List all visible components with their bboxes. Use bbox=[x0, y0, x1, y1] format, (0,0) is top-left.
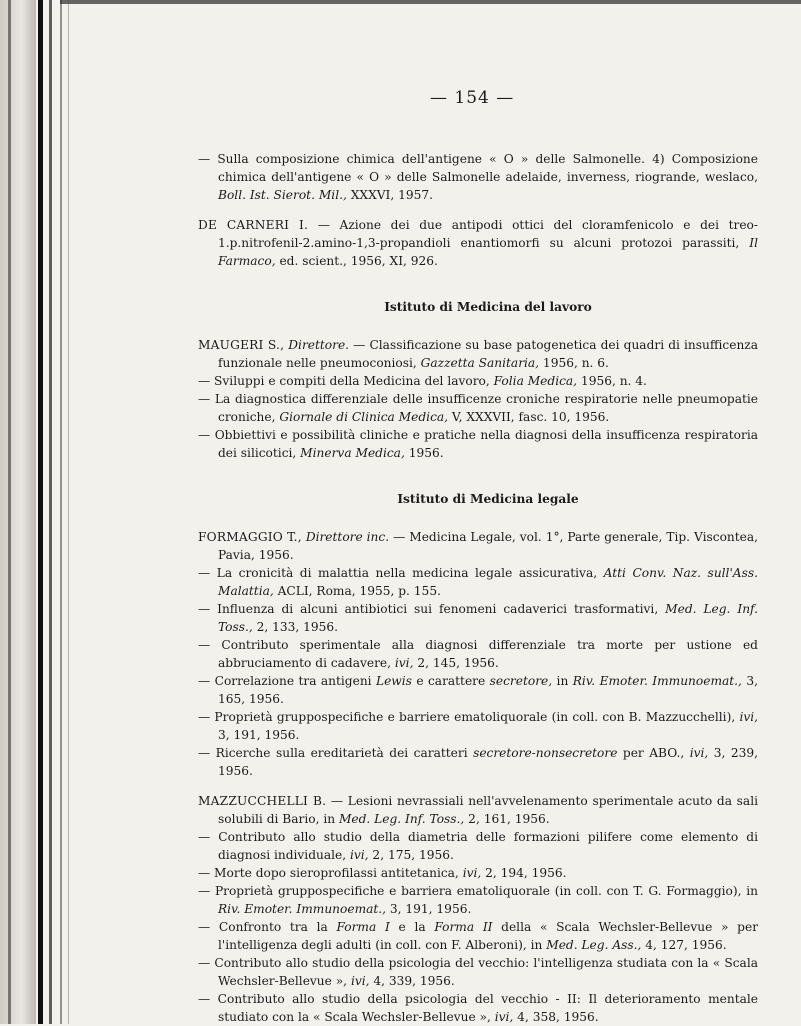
bib-entry: — Contributo allo studio della psicologia del vecchio - II: Il deterioramento mentale studiato con la « Scala Wechsler-Bellevue », ivi, 4, 358, 1956. bbox=[198, 992, 758, 1024]
page-edge-line bbox=[49, 0, 52, 1024]
page-edge-line bbox=[60, 0, 62, 1024]
page-number: — 154 — bbox=[430, 88, 515, 108]
bib-entry: — Sulla composizione chimica dell'antigene « O » delle Salmonelle. 4) Composizione chimica dell'antigene « O » delle Salmonelle adelaide, inverness, riogrande, weslaco, Boll. Ist. Sierot. Mil., XXXVI, 1957. bbox=[198, 152, 758, 202]
bib-entry: — La cronicità di malattia nella medicina legale assicurativa, Atti Conv. Naz. sull'Ass. Malattia, ACLI, Roma, 1955, p. 155. bbox=[198, 566, 758, 598]
bib-entry: — Correlazione tra antigeni Lewis e carattere secretore, in Riv. Emoter. Immunoemat., 3, 165, 1956. bbox=[198, 674, 758, 706]
bib-entry: — Obbiettivi e possibilità cliniche e pratiche nella diagnosi della insufficenza respiratoria dei silicotici, Minerva Medica, 1956. bbox=[198, 428, 758, 460]
bib-entry: — Contributo allo studio della psicologia del vecchio: l'intelligenza studiata con la « Scala Wechsler-Bellevue », ivi, 4, 339, 1956. bbox=[198, 956, 758, 988]
section-heading: Istituto di Medicina del lavoro bbox=[384, 300, 592, 314]
bibliography bbox=[198, 150, 758, 1026]
bib-entry: DE CARNERI I. — Azione dei due antipodi ottici del cloramfenicolo e dei treo-1.p.nitrofenil-2.amino-1,3-propandioli enantiomorfi su alcuni protozoi parassiti, Il Farmaco, ed. scient., 1956, XI, 926. bbox=[198, 218, 759, 268]
page-edge-line bbox=[8, 0, 11, 1024]
bib-entry: MAUGERI S., Direttore. — Classificazione su base patogenetica dei quadri di insufficenza funzionale nelle pneumoconiosi, Gazzetta Sanitaria, 1956, n. 6. bbox=[198, 338, 758, 370]
bib-entry: — Contributo sperimentale alla diagnosi differenziale tra morte per ustione ed abbruciamento di cadavere, ivi, 2, 145, 1956. bbox=[198, 638, 758, 670]
page-edge-line bbox=[38, 0, 43, 1024]
section-heading: Istituto di Medicina legale bbox=[397, 492, 579, 506]
bib-entry: — Influenza di alcuni antibiotici sui fenomeni cadaverici trasformativi, Med. Leg. Inf. Toss., 2, 133, 1956. bbox=[198, 602, 758, 634]
bib-entry: — Confronto tra la Forma I e la Forma II della « Scala Wechsler-Bellevue » per l'intelligenza degli adulti (in coll. con F. Alberoni), in Med. Leg. Ass., 4, 127, 1956. bbox=[198, 920, 759, 952]
bib-entry: — Proprietà gruppospecifiche e barriere ematoliquorale (in coll. con B. Mazzucchelli), ivi, 3, 191, 1956. bbox=[198, 710, 758, 742]
bib-entry: — Proprietà gruppospecifiche e barriera ematoliquorale (in coll. con T. G. Formaggio), in Riv. Emoter. Immunoemat., 3, 191, 1956. bbox=[198, 884, 758, 916]
bib-entry: MAZZUCCHELLI B. — Lesioni nevrassiali nell'avvelenamento sperimentale acuto da sali solubili di Bario, in Med. Leg. Inf. Toss., 2, 161, 1956. bbox=[198, 794, 758, 826]
bib-entry: — Ricerche sulla ereditarietà dei caratteri secretore-nonsecretore per ABO., ivi, 3, 239, 1956. bbox=[198, 746, 758, 778]
book-spine bbox=[0, 0, 36, 1024]
top-edge-line bbox=[60, 0, 801, 4]
page-edge-line bbox=[68, 0, 69, 1024]
bib-entry: FORMAGGIO T., Direttore inc. — Medicina Legale, vol. 1°, Parte generale, Tip. Viscontea, Pavia, 1956. bbox=[198, 530, 758, 562]
bib-entry: — Sviluppi e compiti della Medicina del lavoro, Folia Medica, 1956, n. 4. bbox=[198, 374, 647, 388]
bib-entry: — Morte dopo sieroprofilassi antitetanica, ivi, 2, 194, 1956. bbox=[198, 866, 567, 880]
bib-entry: — La diagnostica differenziale delle insufficenze croniche respiratorie nelle pneumopatie croniche, Giornale di Clinica Medica, V, XXXVII, fasc. 10, 1956. bbox=[198, 392, 758, 424]
bib-entry: — Contributo allo studio della diametria delle formazioni pilifere come elemento di diagnosi individuale, ivi, 2, 175, 1956. bbox=[198, 830, 758, 862]
